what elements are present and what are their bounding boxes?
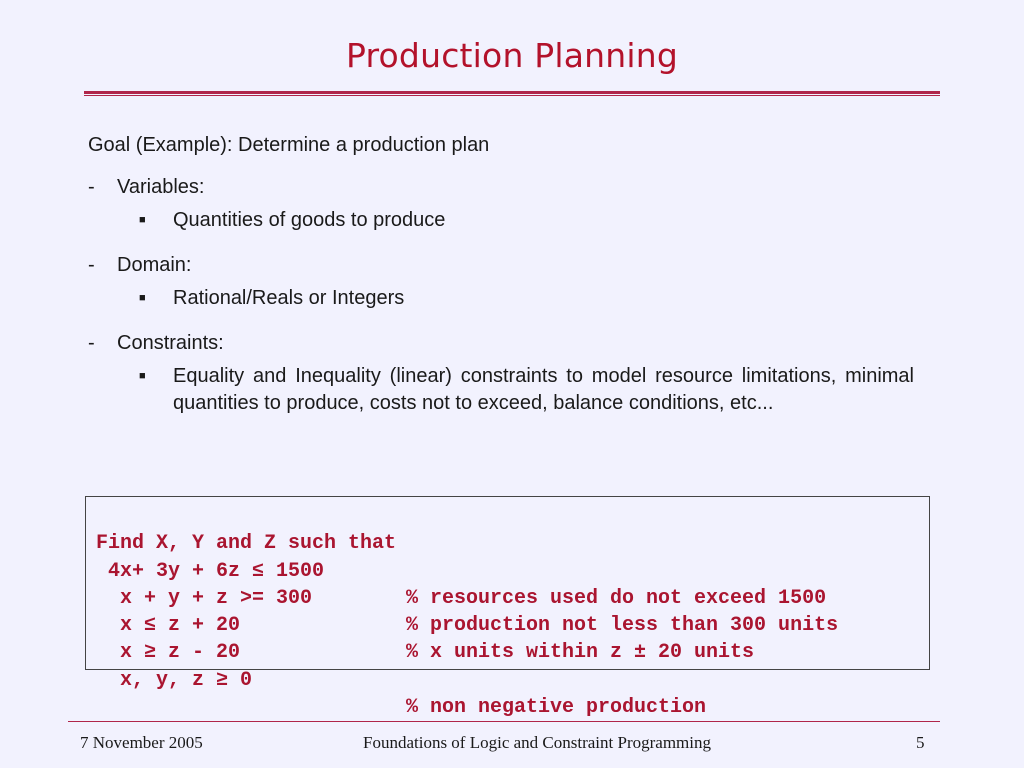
bullet-text: Equality and Inequality (linear) constraints to model resource limitations, minimal quantities to produce, costs not to exceed, balance conditions, etc... [173,365,914,414]
footer-page-number: 5 [916,733,925,752]
code-expression: x ≤ z + 20 [96,614,241,638]
dash-marker: - [88,254,95,276]
code-comment: % resources used do not exceed 1500 [406,586,827,610]
title-divider [84,91,940,94]
code-line [96,639,929,720]
code-comment: % x units within z ± 20 units [406,641,755,665]
bullet-text: Rational/Reals or Integers [173,287,405,309]
code-expression: x, y, z ≥ 0 [96,668,253,692]
footer-divider [68,721,940,722]
slide-body [88,132,914,435]
dash-marker: - [88,176,95,198]
code-expression: x + y + z >= 300 [96,586,313,610]
section-label: Variables: [117,176,205,198]
title-divider-thin [84,95,940,96]
square-bullet-icon: ■ [139,370,146,382]
code-comment: % production not less than 300 units [406,614,839,638]
code-comment: % non negative production [406,696,707,720]
bullet-text: Quantities of goods to produce [173,209,446,231]
square-bullet-icon: ■ [139,214,146,226]
section-label: Domain: [117,254,192,276]
footer-course-title: Foundations of Logic and Constraint Programming [363,733,711,752]
slide-title: Production Planning [345,36,678,75]
code-line [96,503,929,556]
dash-marker: - [88,332,95,354]
code-expression: Find X, Y and Z such that [96,532,397,556]
footer-date: 7 November 2005 [80,733,203,752]
section-domain [88,252,914,312]
goal-text: Goal (Example): Determine a production plan [88,134,490,156]
section-label: Constraints: [117,332,224,354]
code-expression: 4x+ 3y + 6z ≤ 1500 [96,559,325,583]
code-expression: x ≥ z - 20 [96,641,241,665]
square-bullet-icon: ■ [139,292,146,304]
section-constraints [88,330,914,417]
section-variables [88,174,914,234]
code-box [85,496,930,720]
